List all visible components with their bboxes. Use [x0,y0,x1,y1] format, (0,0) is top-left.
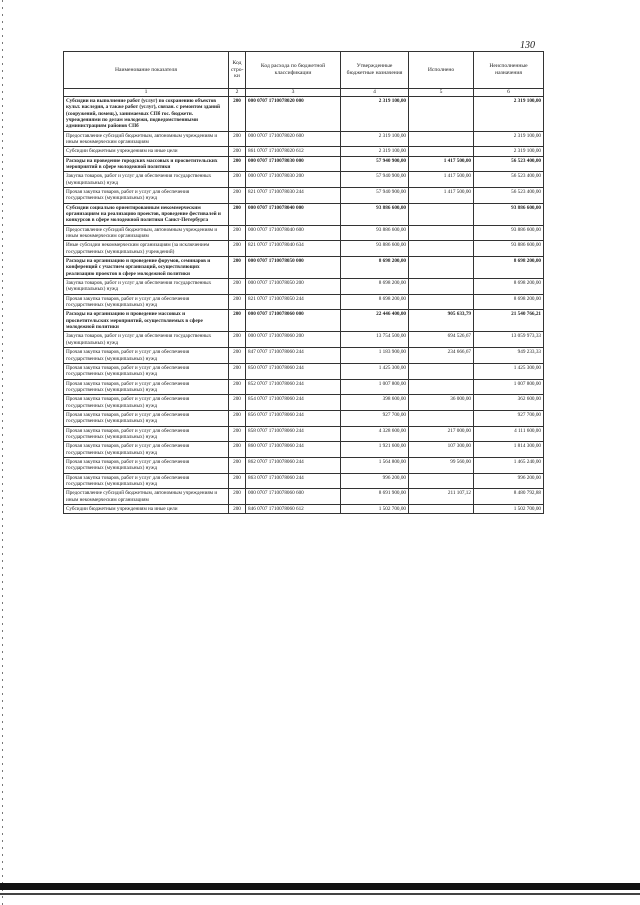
row-executed [409,279,474,295]
row-line-code: 200 [229,294,246,310]
row-approved: 8 691 900,00 [341,489,409,505]
row-budget-code: 000 0707 1710078020 600 [246,131,341,147]
header-approved: Утвержденные бюджетные назначения [341,52,409,89]
table-row [64,172,544,188]
table-row [64,96,544,131]
row-line-code: 200 [229,147,246,156]
row-executed [409,473,474,489]
table-row [64,131,544,147]
row-line-code: 200 [229,225,246,241]
table-row [64,489,544,505]
row-name: Субсидии бюджетным учреждениям на иные цели [64,147,229,156]
row-executed: 694 526,67 [409,332,474,348]
table-header-row [64,52,544,89]
row-budget-code: 821 0707 1710078050 244 [246,294,341,310]
row-approved: 8 698 200,00 [341,279,409,295]
row-name: Расходы на проведение городских массовых и просветительских мероприятий в сфере молодежной политики [64,156,229,172]
row-budget-code: 856 0707 1710078060 244 [246,410,341,426]
row-executed: 217 000,00 [409,426,474,442]
row-budget-code: 821 0707 1710078030 244 [246,187,341,203]
table-row [64,363,544,379]
row-unexecuted: 1 425 300,00 [474,363,544,379]
row-name: Прочая закупка товаров, работ и услуг для обеспечения государственных (муниципальных) нужд [64,348,229,364]
row-line-code: 200 [229,203,246,225]
row-name: Иные субсидии некоммерческим организациям (за исключением государственных (муниципальных) учреждений) [64,241,229,257]
row-line-code: 200 [229,241,246,257]
row-approved: 1 425 300,00 [341,363,409,379]
column-number-row [64,89,544,97]
row-name: Субсидии социально ориентированным некоммерческим организациям на реализацию проектов, проведение фестивалей и конкурсов в сфере молодежной политики Санкт-Петербурга [64,203,229,225]
row-name: Закупка товаров, работ и услуг для обеспечения государственных (муниципальных) нужд [64,172,229,188]
row-budget-code: 850 0707 1710078060 244 [246,363,341,379]
row-unexecuted: 93 886 600,00 [474,241,544,257]
row-unexecuted: 1 814 300,00 [474,442,544,458]
row-line-code: 200 [229,131,246,147]
row-approved: 1 183 900,00 [341,348,409,364]
row-executed [409,225,474,241]
table-row [64,241,544,257]
row-line-code: 200 [229,257,246,279]
row-unexecuted: 1 007 800,00 [474,379,544,395]
table-row [64,147,544,156]
row-budget-code: 858 0707 1710078060 244 [246,426,341,442]
header-budget-code: Код расхода по бюджетной классификации [246,52,341,89]
header-executed: Исполнено [409,52,474,89]
row-approved: 93 886 600,00 [341,241,409,257]
row-name: Прочая закупка товаров, работ и услуг для обеспечения государственных (муниципальных) нужд [64,410,229,426]
row-executed: 1 417 500,00 [409,172,474,188]
row-unexecuted: 56 523 400,00 [474,156,544,172]
table-row [64,395,544,411]
page-number: 130 [520,40,535,51]
row-approved: 57 940 900,00 [341,156,409,172]
row-line-code: 200 [229,310,246,332]
header-line-code: Код стро-ки [229,52,246,89]
budget-execution-table [63,51,544,514]
row-approved: 13 754 500,00 [341,332,409,348]
table-row [64,457,544,473]
row-name: Прочая закупка товаров, работ и услуг для обеспечения государственных (муниципальных) нужд [64,426,229,442]
row-executed: 905 633,79 [409,310,474,332]
scan-bottom-edge-line [0,893,640,895]
row-budget-code: 000 0707 1710078060 000 [246,310,341,332]
row-executed: 36 000,00 [409,395,474,411]
row-line-code: 200 [229,489,246,505]
row-unexecuted: 1 465 240,00 [474,457,544,473]
row-approved: 8 698 200,00 [341,257,409,279]
table-row [64,332,544,348]
row-approved: 398 600,00 [341,395,409,411]
row-name: Закупка товаров, работ и услуг для обеспечения государственных (муниципальных) нужд [64,332,229,348]
row-executed [409,294,474,310]
row-budget-code: 847 0707 1710078060 244 [246,348,341,364]
row-unexecuted: 2 319 100,00 [474,131,544,147]
row-unexecuted: 949 233,33 [474,348,544,364]
row-unexecuted: 2 319 100,00 [474,147,544,156]
row-unexecuted: 927 700,00 [474,410,544,426]
table-row [64,310,544,332]
row-line-code: 200 [229,363,246,379]
row-name: Предоставление субсидий бюджетным, автономным учреждениям и иным некоммерческим организациям [64,131,229,147]
row-budget-code: 852 0707 1710078060 244 [246,379,341,395]
row-name: Субсидии бюджетным учреждениям на иные цели [64,505,229,514]
table-row [64,294,544,310]
table-row [64,156,544,172]
row-name: Предоставление субсидий бюджетным, автономным учреждениям и иным некоммерческим организациям [64,489,229,505]
row-unexecuted: 13 059 973,33 [474,332,544,348]
row-budget-code: 000 0707 1710078060 200 [246,332,341,348]
row-unexecuted: 8 698 200,00 [474,257,544,279]
row-name: Расходы на организацию и проведение форумов, семинаров и конференций с участием организаций, осуществляющих реализацию проектов в сфере молодежной политики [64,257,229,279]
row-executed: 99 560,00 [409,457,474,473]
column-number: 6 [474,89,544,97]
row-unexecuted: 8 480 792,88 [474,489,544,505]
row-executed [409,131,474,147]
row-unexecuted: 2 319 100,00 [474,96,544,131]
row-line-code: 200 [229,442,246,458]
row-name: Прочая закупка товаров, работ и услуг для обеспечения государственных (муниципальных) нужд [64,379,229,395]
table-row [64,379,544,395]
row-budget-code: 846 0707 1710078060 612 [246,505,341,514]
row-line-code: 200 [229,473,246,489]
row-budget-code: 000 0707 1710078050 200 [246,279,341,295]
row-approved: 57 940 900,00 [341,172,409,188]
row-line-code: 200 [229,187,246,203]
row-name: Прочая закупка товаров, работ и услуг для обеспечения государственных (муниципальных) нужд [64,363,229,379]
row-budget-code: 821 0707 1710078040 634 [246,241,341,257]
row-name: Субсидии на выполнение работ (услуг) по сохранению объектов культ. наследия, а также работ (услуг), связан. с ремонтом зданий (сооружений, помещ.), занимаемых СПб гос. бюджетн. учреждениями по делам молодежи, подведомственными администрациям районов СПб [64,96,229,131]
row-unexecuted: 8 698 200,00 [474,294,544,310]
row-approved: 1 502 700,00 [341,505,409,514]
row-budget-code: 000 0707 1710078030 200 [246,172,341,188]
row-name: Прочая закупка товаров, работ и услуг для обеспечения государственных (муниципальных) нужд [64,473,229,489]
row-unexecuted: 21 540 766,21 [474,310,544,332]
scan-bottom-edge [0,883,640,890]
table-row [64,279,544,295]
row-budget-code: 854 0707 1710078060 244 [246,395,341,411]
row-budget-code: 860 0707 1710078060 244 [246,442,341,458]
row-budget-code: 000 0707 1710078060 600 [246,489,341,505]
row-name: Прочая закупка товаров, работ и услуг для обеспечения государственных (муниципальных) нужд [64,442,229,458]
row-line-code: 200 [229,96,246,131]
row-executed: 211 107,12 [409,489,474,505]
row-name: Прочая закупка товаров, работ и услуг для обеспечения государственных (муниципальных) нужд [64,395,229,411]
row-approved: 93 886 600,00 [341,203,409,225]
row-executed [409,203,474,225]
row-approved: 996 200,00 [341,473,409,489]
scan-edge-marks [2,0,3,905]
row-unexecuted: 93 886 600,00 [474,225,544,241]
row-name: Прочая закупка товаров, работ и услуг для обеспечения государственных (муниципальных) нужд [64,457,229,473]
row-line-code: 200 [229,172,246,188]
row-unexecuted: 56 523 400,00 [474,172,544,188]
row-budget-code: 861 0707 1710078020 612 [246,147,341,156]
row-unexecuted: 56 523 400,00 [474,187,544,203]
row-executed: 1 417 500,00 [409,187,474,203]
table-row [64,348,544,364]
row-budget-code: 000 0707 1710078040 000 [246,203,341,225]
table-row [64,187,544,203]
table-row [64,505,544,514]
row-approved: 927 700,00 [341,410,409,426]
table-row [64,473,544,489]
row-approved: 2 319 100,00 [341,147,409,156]
row-unexecuted: 996 200,00 [474,473,544,489]
row-line-code: 200 [229,426,246,442]
row-name: Расходы на организацию и проведение массовых и просветительских мероприятий, осуществляемых в сфере молодежной политики [64,310,229,332]
row-line-code: 200 [229,410,246,426]
table-row [64,410,544,426]
row-budget-code: 000 0707 1710078030 000 [246,156,341,172]
column-number: 3 [246,89,341,97]
row-approved: 1 921 600,00 [341,442,409,458]
table-row [64,442,544,458]
row-approved: 93 886 600,00 [341,225,409,241]
table-row [64,257,544,279]
row-line-code: 200 [229,348,246,364]
table-row [64,225,544,241]
row-approved: 57 940 900,00 [341,187,409,203]
row-executed [409,505,474,514]
row-unexecuted: 93 886 600,00 [474,203,544,225]
row-budget-code: 000 0707 1710078020 000 [246,96,341,131]
row-line-code: 200 [229,332,246,348]
row-approved: 1 564 800,00 [341,457,409,473]
row-executed [409,96,474,131]
row-approved: 22 446 400,00 [341,310,409,332]
row-line-code: 200 [229,395,246,411]
row-executed [409,363,474,379]
row-budget-code: 863 0707 1710078060 244 [246,473,341,489]
header-name: Наименование показателя [64,52,229,89]
row-line-code: 200 [229,279,246,295]
row-executed [409,147,474,156]
row-approved: 2 319 100,00 [341,96,409,131]
row-name: Прочая закупка товаров, работ и услуг для обеспечения государственных (муниципальных) нужд [64,187,229,203]
row-line-code: 200 [229,379,246,395]
row-unexecuted: 1 502 700,00 [474,505,544,514]
row-budget-code: 000 0707 1710078050 000 [246,257,341,279]
row-name: Закупка товаров, работ и услуг для обеспечения государственных (муниципальных) нужд [64,279,229,295]
row-executed [409,241,474,257]
table-row [64,426,544,442]
row-line-code: 200 [229,156,246,172]
header-unexecuted: Неисполненные назначения [474,52,544,89]
row-unexecuted: 362 600,00 [474,395,544,411]
row-executed [409,379,474,395]
row-name: Прочая закупка товаров, работ и услуг для обеспечения государственных (муниципальных) нужд [64,294,229,310]
column-number: 2 [229,89,246,97]
row-executed: 107 300,00 [409,442,474,458]
row-approved: 1 007 800,00 [341,379,409,395]
row-approved: 4 328 600,00 [341,426,409,442]
row-executed: 234 666,67 [409,348,474,364]
column-number: 1 [64,89,229,97]
row-approved: 8 698 200,00 [341,294,409,310]
row-executed [409,410,474,426]
row-budget-code: 000 0707 1710078040 600 [246,225,341,241]
row-name: Предоставление субсидий бюджетным, автономным учреждениям и иным некоммерческим организациям [64,225,229,241]
row-budget-code: 862 0707 1710078060 244 [246,457,341,473]
row-executed [409,257,474,279]
row-executed: 1 417 500,00 [409,156,474,172]
row-line-code: 200 [229,457,246,473]
column-number: 4 [341,89,409,97]
table-row [64,203,544,225]
column-number: 5 [409,89,474,97]
row-approved: 2 319 100,00 [341,131,409,147]
row-unexecuted: 8 698 200,00 [474,279,544,295]
row-line-code: 200 [229,505,246,514]
row-unexecuted: 4 111 600,00 [474,426,544,442]
